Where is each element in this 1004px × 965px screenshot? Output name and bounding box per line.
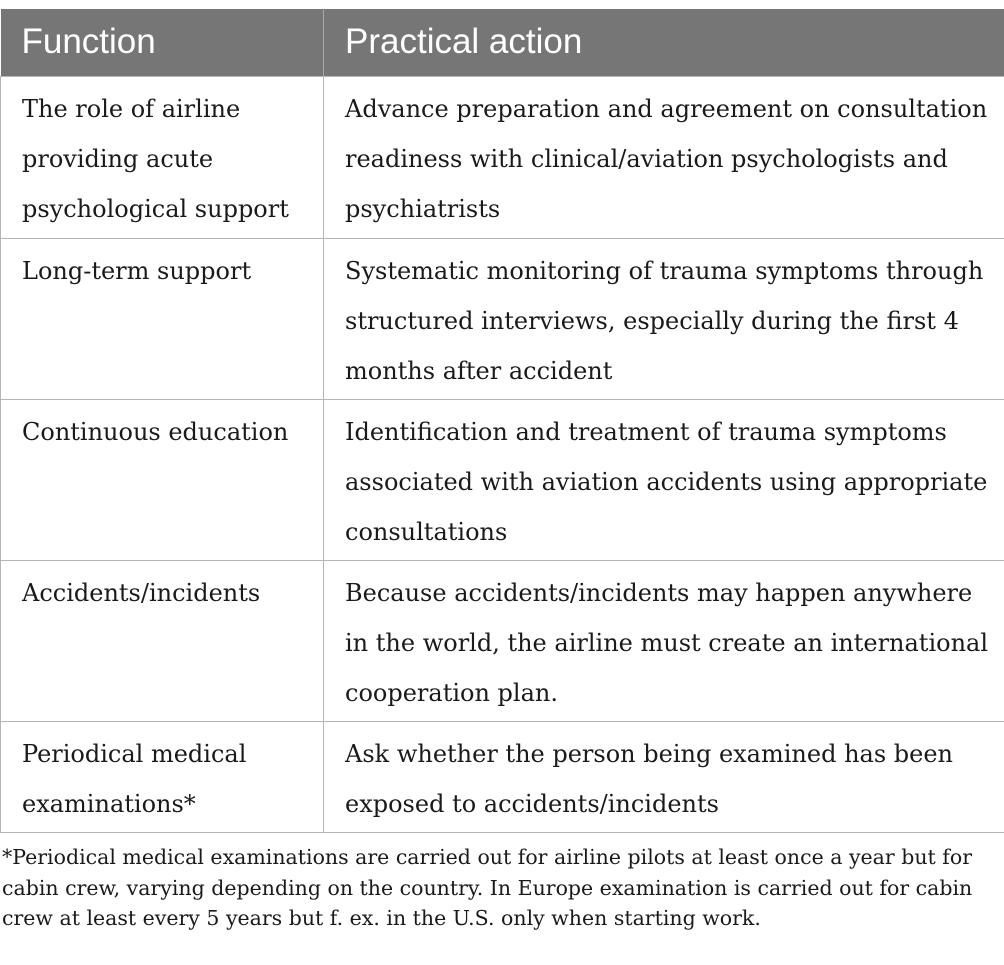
function-cell: The role of airline providing acute psychological support [1, 76, 324, 238]
action-cell: Systematic monitoring of trauma symptoms through structured interviews, especially during the first 4 months after accident [324, 238, 1004, 399]
function-cell: Periodical medical examinations* [1, 721, 324, 832]
header-row [1, 9, 1004, 76]
table-row [1, 238, 1004, 399]
data-table-container [0, 9, 1004, 833]
function-action-table [0, 9, 1004, 833]
function-cell: Accidents/incidents [1, 560, 324, 721]
table-footnote: *Periodical medical examinations are carried out for airline pilots at least once a year but for cabin crew, varying depending on the country. In Europe examination is carried out for cabin crew at least every 5 years but f. ex. in the U.S. only when starting work. [2, 845, 973, 930]
table-row [1, 399, 1004, 560]
table-row [1, 721, 1004, 832]
header-practical-action: Practical action [324, 9, 1004, 76]
action-cell: Because accidents/incidents may happen anywhere in the world, the airline must create an international cooperation plan. [324, 560, 1004, 721]
action-cell: Advance preparation and agreement on consultation readiness with clinical/aviation psychologists and psychiatrists [324, 76, 1004, 238]
table-row [1, 76, 1004, 238]
table-row [1, 560, 1004, 721]
function-cell: Long-term support [1, 238, 324, 399]
function-cell: Continuous education [1, 399, 324, 560]
header-function: Function [1, 9, 324, 76]
action-cell: Ask whether the person being examined has been exposed to accidents/incidents [324, 721, 1004, 832]
action-cell: Identification and treatment of trauma symptoms associated with aviation accidents using appropriate consultations [324, 399, 1004, 560]
